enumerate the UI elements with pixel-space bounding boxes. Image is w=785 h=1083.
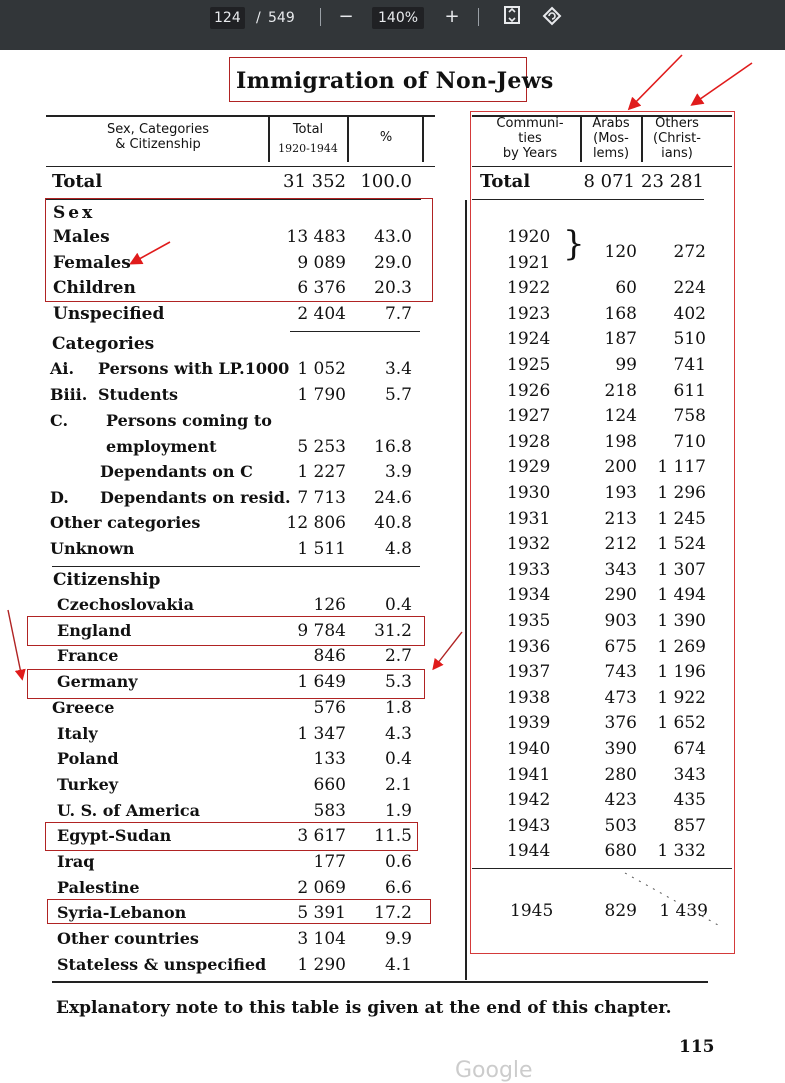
year-label: 1923 — [507, 304, 551, 324]
citizenship-pct: 0.4 — [384, 595, 412, 615]
category-value: 5 253 — [297, 437, 346, 457]
year-arabs: 218 — [604, 381, 637, 401]
category-value: 12 806 — [286, 513, 346, 533]
year-others: 1 269 — [657, 637, 706, 657]
category-pct: 3.4 — [384, 359, 412, 379]
year-label: 1927 — [507, 406, 551, 426]
right-total-arabs: 8 071 — [583, 171, 635, 192]
year-others: 1 494 — [657, 585, 706, 605]
category-label: Persons with LP.1000 — [98, 359, 290, 378]
section-heading-citizenship: Citizenship — [53, 570, 161, 590]
sex-row-value: 2 404 — [297, 304, 346, 324]
year-label: 1942 — [507, 790, 551, 810]
category-code: Biii. — [50, 385, 88, 404]
year-others: 857 — [673, 816, 706, 836]
citizenship-label: Syria-Lebanon — [57, 903, 187, 922]
right-total-label: Total — [480, 171, 531, 192]
page-number-input[interactable]: 124 — [210, 7, 245, 29]
year-arabs: 213 — [604, 509, 637, 529]
year-label: 1934 — [507, 585, 551, 605]
citizenship-label: Poland — [57, 749, 119, 768]
year-label: 1941 — [507, 765, 551, 785]
year-arabs: 120 — [604, 242, 637, 262]
year-1945-arabs: 829 — [604, 901, 637, 921]
category-pct: 16.8 — [374, 437, 412, 457]
category-code: D. — [50, 488, 69, 507]
header-arabs: Arabs (Mos- lems) — [592, 116, 630, 161]
category-label: Unknown — [50, 539, 135, 558]
year-label: 1932 — [507, 534, 551, 554]
citizenship-value: 3 617 — [297, 826, 346, 846]
category-label: Students — [98, 385, 178, 404]
year-label: 1928 — [507, 432, 551, 452]
category-label: employment — [106, 437, 217, 456]
citizenship-label: France — [57, 646, 119, 665]
year-label: 1938 — [507, 688, 551, 708]
year-others: 224 — [673, 278, 706, 298]
citizenship-value: 133 — [313, 749, 346, 769]
year-arabs: 473 — [604, 688, 637, 708]
year-label: 1943 — [507, 816, 551, 836]
year-label: 1944 — [507, 841, 551, 861]
arrow-to-germany-right — [434, 632, 462, 668]
sex-row-label: Unspecified — [53, 304, 165, 324]
sex-row-value: 9 089 — [297, 253, 346, 273]
year-others: 272 — [673, 242, 706, 262]
year-arabs: 290 — [604, 585, 637, 605]
year-arabs: 343 — [604, 560, 637, 580]
year-others: 758 — [673, 406, 706, 426]
year-arabs: 99 — [615, 355, 637, 375]
year-arabs: 423 — [604, 790, 637, 810]
year-arabs: 376 — [604, 713, 637, 733]
citizenship-value: 2 069 — [297, 878, 346, 898]
citizenship-pct: 0.6 — [384, 852, 412, 872]
year-arabs: 193 — [604, 483, 637, 503]
header-years-range: 1920-1944 — [278, 142, 338, 155]
year-others: 510 — [673, 329, 706, 349]
citizenship-value: 1 347 — [297, 724, 346, 744]
sex-row-value: 6 376 — [297, 278, 346, 298]
sex-row-value: 13 483 — [286, 227, 346, 247]
citizenship-label: Greece — [52, 698, 115, 717]
year-others: 1 307 — [657, 560, 706, 580]
zoom-level-input[interactable]: 140% — [372, 7, 424, 29]
year-label: 1922 — [507, 278, 551, 298]
citizenship-label: Turkey — [57, 775, 119, 794]
year-label: 1937 — [507, 662, 551, 682]
citizenship-pct: 31.2 — [374, 621, 412, 641]
year-label: 1921 — [507, 253, 551, 273]
category-pct: 24.6 — [374, 488, 412, 508]
year-label: 1920 — [507, 227, 551, 247]
citizenship-value: 576 — [313, 698, 346, 718]
category-value: 1 227 — [297, 462, 346, 482]
sex-row-label: Males — [53, 227, 110, 247]
citizenship-pct: 5.3 — [384, 672, 412, 692]
arrow-to-others — [693, 63, 752, 104]
category-pct: 5.7 — [384, 385, 412, 405]
citizenship-pct: 17.2 — [374, 903, 412, 923]
citizenship-value: 846 — [313, 646, 346, 666]
total-label: Total — [52, 171, 103, 192]
arrow-to-arabs — [630, 55, 682, 108]
year-others: 611 — [673, 381, 706, 401]
year-arabs: 60 — [615, 278, 637, 298]
citizenship-pct: 4.1 — [384, 955, 412, 975]
year-others: 1 296 — [657, 483, 706, 503]
header-total: Total — [292, 122, 324, 137]
category-label: Other categories — [50, 513, 201, 532]
brace-1920-1921: } — [563, 224, 585, 264]
citizenship-pct: 2.1 — [384, 775, 412, 795]
year-label: 1926 — [507, 381, 551, 401]
category-code: Ai. — [50, 359, 75, 378]
page-separator: / — [256, 10, 261, 26]
category-value: 1 790 — [297, 385, 346, 405]
year-others: 1 524 — [657, 534, 706, 554]
category-label: Dependants on C — [100, 462, 253, 481]
year-others: 1 117 — [657, 457, 706, 477]
citizenship-pct: 1.9 — [384, 801, 412, 821]
year-arabs: 743 — [604, 662, 637, 682]
citizenship-value: 177 — [313, 852, 346, 872]
citizenship-value: 126 — [313, 595, 346, 615]
citizenship-value: 5 391 — [297, 903, 346, 923]
total-value: 31 352 — [283, 171, 346, 192]
citizenship-value: 583 — [313, 801, 346, 821]
sex-row-pct: 20.3 — [374, 278, 412, 298]
arrow-to-germany-left — [8, 610, 22, 678]
citizenship-label: Palestine — [57, 878, 140, 897]
year-arabs: 124 — [604, 406, 637, 426]
year-others: 1 652 — [657, 713, 706, 733]
year-others: 1 196 — [657, 662, 706, 682]
category-pct: 40.8 — [374, 513, 412, 533]
year-others: 710 — [673, 432, 706, 452]
year-arabs: 198 — [604, 432, 637, 452]
category-code: C. — [50, 411, 69, 430]
year-others: 1 332 — [657, 841, 706, 861]
year-label: 1935 — [507, 611, 551, 631]
category-pct: 3.9 — [384, 462, 412, 482]
year-arabs: 390 — [604, 739, 637, 759]
year-others: 1 922 — [657, 688, 706, 708]
page-number: 115 — [679, 1037, 715, 1057]
citizenship-pct: 2.7 — [384, 646, 412, 666]
category-value: 7 713 — [297, 488, 346, 508]
year-others: 1 390 — [657, 611, 706, 631]
zoom-out-button[interactable]: − — [338, 6, 354, 27]
citizenship-value: 1 649 — [297, 672, 346, 692]
category-label: Dependants on resid. — [100, 488, 291, 507]
citizenship-label: Stateless & unspecified — [57, 955, 267, 974]
header-communities: Communi- ties by Years — [496, 116, 564, 161]
google-watermark: Google — [455, 1058, 533, 1083]
year-label: 1936 — [507, 637, 551, 657]
citizenship-value: 9 784 — [297, 621, 346, 641]
citizenship-pct: 0.4 — [384, 749, 412, 769]
year-arabs: 503 — [604, 816, 637, 836]
year-label: 1940 — [507, 739, 551, 759]
citizenship-value: 1 290 — [297, 955, 346, 975]
page-title: Immigration of Non-Jews — [236, 68, 554, 94]
citizenship-label: U. S. of America — [57, 801, 201, 820]
year-others: 741 — [673, 355, 706, 375]
year-arabs: 187 — [604, 329, 637, 349]
sex-row-pct: 29.0 — [374, 253, 412, 273]
citizenship-label: Iraq — [57, 852, 95, 871]
citizenship-pct: 6.6 — [384, 878, 412, 898]
page-total: 549 — [268, 10, 295, 26]
year-others: 674 — [673, 739, 706, 759]
arrow-to-females — [132, 242, 170, 263]
sex-row-pct: 43.0 — [374, 227, 412, 247]
citizenship-label: Germany — [57, 672, 138, 691]
year-1945: 1945 — [510, 901, 554, 921]
citizenship-value: 3 104 — [297, 929, 346, 949]
citizenship-label: Egypt-Sudan — [57, 826, 172, 845]
year-arabs: 200 — [604, 457, 637, 477]
header-sex-categories: Sex, Categories & Citizenship — [106, 122, 210, 152]
citizenship-pct: 9.9 — [384, 929, 412, 949]
year-others: 402 — [673, 304, 706, 324]
citizenship-label: Czechoslovakia — [57, 595, 194, 614]
year-others: 1 245 — [657, 509, 706, 529]
citizenship-label: Italy — [57, 724, 98, 743]
year-others: 435 — [673, 790, 706, 810]
category-value: 1 052 — [297, 359, 346, 379]
year-label: 1931 — [507, 509, 551, 529]
year-label: 1929 — [507, 457, 551, 477]
year-label: 1924 — [507, 329, 551, 349]
year-1945-others: 1 439 — [659, 901, 708, 921]
header-others: Others (Christ- ians) — [653, 116, 701, 161]
year-label: 1930 — [507, 483, 551, 503]
citizenship-pct: 11.5 — [374, 826, 412, 846]
year-arabs: 212 — [604, 534, 637, 554]
category-value: 1 511 — [297, 539, 346, 559]
citizenship-value: 660 — [313, 775, 346, 795]
year-label: 1925 — [507, 355, 551, 375]
year-arabs: 280 — [604, 765, 637, 785]
citizenship-pct: 4.3 — [384, 724, 412, 744]
sex-row-label: Children — [53, 278, 136, 298]
category-pct: 4.8 — [384, 539, 412, 559]
year-arabs: 675 — [604, 637, 637, 657]
sex-row-pct: 7.7 — [384, 304, 412, 324]
section-heading-categories: Categories — [52, 334, 155, 354]
total-pct: 100.0 — [360, 171, 412, 192]
sex-row-label: Females — [53, 253, 131, 273]
footer-note: Explanatory note to this table is given at the end of this chapter. — [56, 998, 672, 1018]
section-heading-sex: Sex — [53, 203, 96, 223]
citizenship-label: Other countries — [57, 929, 199, 948]
year-label: 1939 — [507, 713, 551, 733]
year-arabs: 168 — [604, 304, 637, 324]
header-percent: % — [379, 130, 393, 145]
year-arabs: 680 — [604, 841, 637, 861]
year-label: 1933 — [507, 560, 551, 580]
category-label: Persons coming to — [106, 411, 272, 430]
year-others: 343 — [673, 765, 706, 785]
right-total-others: 23 281 — [641, 171, 704, 192]
citizenship-pct: 1.8 — [384, 698, 412, 718]
year-arabs: 903 — [604, 611, 637, 631]
pen-mark — [625, 873, 718, 925]
citizenship-label: England — [57, 621, 132, 640]
zoom-in-button[interactable]: + — [444, 6, 460, 27]
